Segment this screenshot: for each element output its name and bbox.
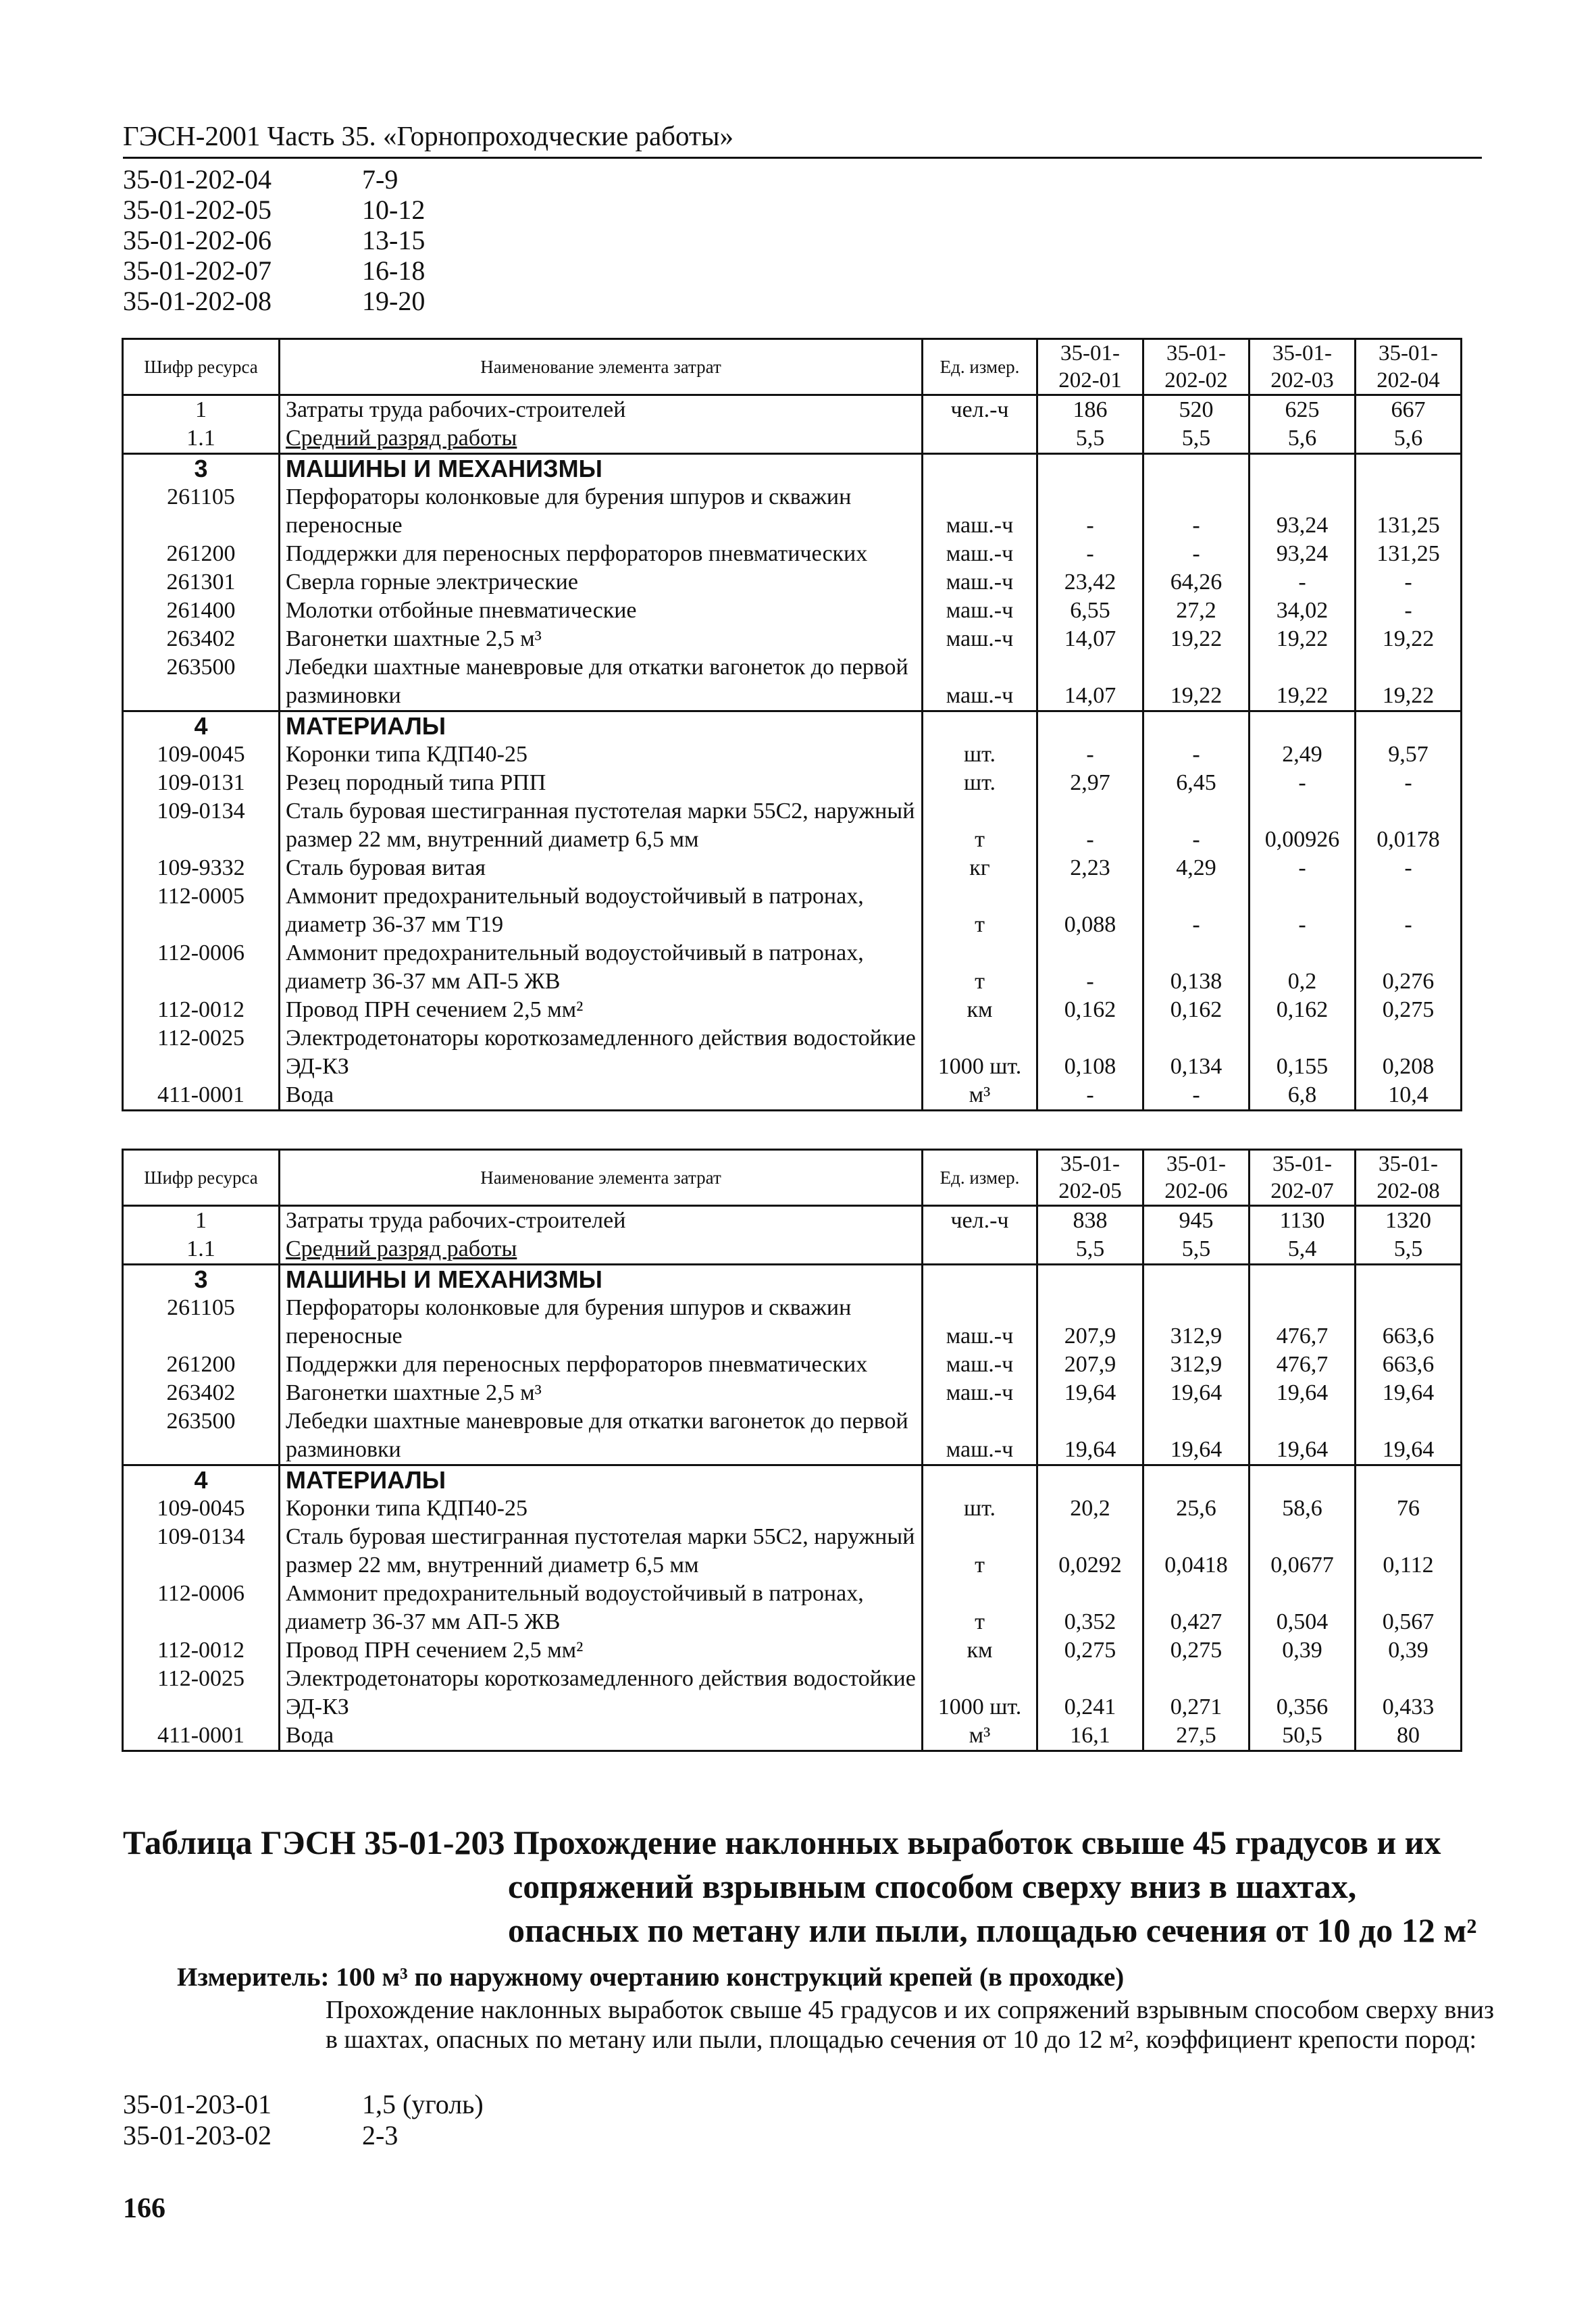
value-cell: 0,356 — [1250, 1665, 1356, 1721]
table-row — [123, 625, 1462, 653]
page-number: 166 — [123, 2193, 165, 2224]
unit-cell: 1000 шт. — [923, 1665, 1037, 1721]
value-cell: 0,276 — [1356, 939, 1462, 996]
table-title — [123, 1821, 1494, 1953]
value-cell: 312,9 — [1143, 1351, 1250, 1379]
value-cell: 663,6 — [1356, 1351, 1462, 1379]
value-cell: 14,07 — [1037, 653, 1143, 711]
resource-code-cell: 109-0131 — [123, 769, 280, 797]
value-cell: 5,5 — [1143, 424, 1250, 454]
value-cell: 80 — [1356, 1721, 1462, 1751]
resource-name-cell: Аммонит предохранительный водоустойчивый в патронах, диаметр 36-37 мм АП-5 ЖВ — [280, 1580, 923, 1636]
resource-name-cell: Электродетонаторы короткозамедленного действия водостойкие ЭД-КЗ — [280, 1665, 923, 1721]
unit-cell: т — [923, 1523, 1037, 1580]
value-cell — [1037, 711, 1143, 741]
unit-cell: маш.-ч — [923, 540, 1037, 568]
resource-name-cell: МАШИНЫ И МЕХАНИЗМЫ — [280, 454, 923, 484]
value-cell: 23,42 — [1037, 568, 1143, 597]
table-row — [123, 1294, 1462, 1351]
value-cell: 9,57 — [1356, 740, 1462, 769]
header-norm-code: 35-01-202-07 — [1250, 1150, 1356, 1206]
value-cell — [1143, 454, 1250, 484]
value-cell: 312,9 — [1143, 1294, 1250, 1351]
header-resource-code: Шифр ресурса — [123, 1150, 280, 1206]
resource-table-1 — [122, 338, 1462, 1111]
value-cell: 0,134 — [1143, 1024, 1250, 1081]
header-norm-code: 35-01-202-08 — [1356, 1150, 1462, 1206]
table-row — [123, 1235, 1462, 1265]
section-row — [123, 711, 1462, 741]
resource-code-cell: 112-0025 — [123, 1024, 280, 1081]
resource-code-cell: 263402 — [123, 1379, 280, 1407]
section-row — [123, 454, 1462, 484]
value-cell: - — [1250, 568, 1356, 597]
table-row — [123, 424, 1462, 454]
value-cell: - — [1037, 797, 1143, 854]
unit-cell: т — [923, 1580, 1037, 1636]
value-cell: - — [1356, 854, 1462, 882]
resource-name-cell: Электродетонаторы короткозамедленного действия водостойкие ЭД-КЗ — [280, 1024, 923, 1081]
value-cell: 0,155 — [1250, 1024, 1356, 1081]
value-cell: 16,1 — [1037, 1721, 1143, 1751]
resource-code-cell: 1 — [123, 1206, 280, 1236]
table-row — [123, 1721, 1462, 1751]
table-row — [123, 1407, 1462, 1465]
value-cell: 19,64 — [1143, 1407, 1250, 1465]
value-cell: 838 — [1037, 1206, 1143, 1236]
resource-code-cell: 4 — [123, 1465, 280, 1495]
value-cell: 0,567 — [1356, 1580, 1462, 1636]
value-cell: 0,112 — [1356, 1523, 1462, 1580]
value-cell — [1250, 1465, 1356, 1495]
value-cell — [1143, 1465, 1250, 1495]
unit-cell: шт. — [923, 769, 1037, 797]
value-cell: 0,275 — [1356, 996, 1462, 1024]
value-cell: 20,2 — [1037, 1494, 1143, 1523]
value-cell: 131,25 — [1356, 483, 1462, 540]
resource-name-cell: Затраты труда рабочих-строителей — [280, 395, 923, 425]
value-cell: 0,241 — [1037, 1665, 1143, 1721]
unit-cell: маш.-ч — [923, 568, 1037, 597]
unit-cell: чел.-ч — [923, 1206, 1037, 1236]
table-row — [123, 1636, 1462, 1665]
resource-name-cell: МАШИНЫ И МЕХАНИЗМЫ — [280, 1265, 923, 1294]
resource-name-cell: Вода — [280, 1721, 923, 1751]
table-row — [123, 653, 1462, 711]
unit-cell: км — [923, 996, 1037, 1024]
value-cell: 0,0677 — [1250, 1523, 1356, 1580]
value-cell: 10,4 — [1356, 1081, 1462, 1111]
table-title-line-1: Таблица ГЭСН 35-01-203 Прохождение наклонных выработок свыше 45 градусов и их — [123, 1823, 1441, 1861]
resource-code-cell: 261400 — [123, 597, 280, 625]
header-unit: Ед. измер. — [923, 1150, 1037, 1206]
value-cell: 19,22 — [1250, 653, 1356, 711]
value-cell: - — [1250, 854, 1356, 882]
value-cell: 0,00926 — [1250, 797, 1356, 854]
resource-code-cell: 1.1 — [123, 424, 280, 454]
resource-code-cell: 3 — [123, 454, 280, 484]
value-cell — [1250, 711, 1356, 741]
resource-code-cell: 261200 — [123, 540, 280, 568]
resource-code-cell: 261200 — [123, 1351, 280, 1379]
value-cell: - — [1143, 882, 1250, 939]
unit-cell: м³ — [923, 1081, 1037, 1111]
resource-code-cell: 109-0045 — [123, 740, 280, 769]
value-cell: 19,64 — [1037, 1379, 1143, 1407]
value-cell: 0,0292 — [1037, 1523, 1143, 1580]
measure-unit: Измеритель: 100 м³ по наружному очертанию конструкций крепей (в проходке) — [177, 1963, 1125, 1992]
resource-code-cell: 109-9332 — [123, 854, 280, 882]
resource-code-cell: 1.1 — [123, 1235, 280, 1265]
resource-code-cell: 112-0005 — [123, 882, 280, 939]
value-cell: 93,24 — [1250, 540, 1356, 568]
resource-name-cell: Средний разряд работы — [280, 424, 923, 454]
header-norm-code: 35-01-202-02 — [1143, 339, 1250, 395]
value-cell: 0,504 — [1250, 1580, 1356, 1636]
running-header: ГЭСН-2001 Часть 35. «Горнопроходческие работы» — [123, 119, 1482, 159]
value-cell: 0,138 — [1143, 939, 1250, 996]
value-cell: 25,6 — [1143, 1494, 1250, 1523]
table-row — [123, 597, 1462, 625]
value-cell — [1356, 1265, 1462, 1294]
value-cell: 5,5 — [1037, 1235, 1143, 1265]
value-cell: 0,2 — [1250, 939, 1356, 996]
table-row — [123, 1024, 1462, 1081]
resource-name-cell: Коронки типа КДП40-25 — [280, 1494, 923, 1523]
value-cell: - — [1143, 540, 1250, 568]
value-cell: 6,8 — [1250, 1081, 1356, 1111]
resource-name-cell: Вагонетки шахтные 2,5 м³ — [280, 625, 923, 653]
value-cell: 0,275 — [1037, 1636, 1143, 1665]
resource-code-cell: 261105 — [123, 483, 280, 540]
resource-code-cell: 263402 — [123, 625, 280, 653]
resource-code-cell: 112-0006 — [123, 1580, 280, 1636]
resource-code-cell: 109-0134 — [123, 797, 280, 854]
value-cell: 0,208 — [1356, 1024, 1462, 1081]
value-cell: - — [1143, 483, 1250, 540]
header-norm-code: 35-01-202-06 — [1143, 1150, 1250, 1206]
value-cell: 50,5 — [1250, 1721, 1356, 1751]
value-cell: 1320 — [1356, 1206, 1462, 1236]
value-cell — [1250, 1265, 1356, 1294]
header-resource-code: Шифр ресурса — [123, 339, 280, 395]
table-row — [123, 996, 1462, 1024]
resource-code-cell: 411-0001 — [123, 1081, 280, 1111]
table-row — [123, 797, 1462, 854]
value-cell: 19,22 — [1250, 625, 1356, 653]
resource-name-cell: Сверла горные электрические — [280, 568, 923, 597]
unit-cell: т — [923, 882, 1037, 939]
header-norm-code: 35-01-202-01 — [1037, 339, 1143, 395]
unit-cell: чел.-ч — [923, 395, 1037, 425]
value-cell: 0,162 — [1037, 996, 1143, 1024]
value-cell — [1356, 711, 1462, 741]
resource-code-cell: 263500 — [123, 1407, 280, 1465]
value-cell: - — [1037, 540, 1143, 568]
table-row — [123, 1523, 1462, 1580]
unit-cell — [923, 454, 1037, 484]
value-cell: 64,26 — [1143, 568, 1250, 597]
value-cell: 0,275 — [1143, 1636, 1250, 1665]
unit-cell — [923, 424, 1037, 454]
value-cell: 14,07 — [1037, 625, 1143, 653]
value-cell: - — [1356, 882, 1462, 939]
value-cell — [1037, 1265, 1143, 1294]
unit-cell: маш.-ч — [923, 1379, 1037, 1407]
value-cell: 5,6 — [1356, 424, 1462, 454]
resource-name-cell: Молотки отбойные пневматические — [280, 597, 923, 625]
unit-cell: маш.-ч — [923, 483, 1037, 540]
resource-code-cell: 109-0045 — [123, 1494, 280, 1523]
value-cell — [1356, 454, 1462, 484]
value-cell: - — [1356, 769, 1462, 797]
unit-cell: маш.-ч — [923, 653, 1037, 711]
resource-code-cell: 1 — [123, 395, 280, 425]
table-row — [123, 854, 1462, 882]
value-cell: 19,22 — [1356, 625, 1462, 653]
resource-code-cell: 112-0012 — [123, 1636, 280, 1665]
value-cell: 6,55 — [1037, 597, 1143, 625]
resource-name-cell: Перфораторы колонковые для бурения шпуров и скважин переносные — [280, 1294, 923, 1351]
resource-code-cell: 411-0001 — [123, 1721, 280, 1751]
value-cell: 0,108 — [1037, 1024, 1143, 1081]
resource-name-cell: Аммонит предохранительный водоустойчивый в патронах, диаметр 36-37 мм Т19 — [280, 882, 923, 939]
table-row — [123, 540, 1462, 568]
value-cell: 0,39 — [1250, 1636, 1356, 1665]
resource-name-cell: Коронки типа КДП40-25 — [280, 740, 923, 769]
value-cell — [1143, 711, 1250, 741]
value-cell: - — [1143, 1081, 1250, 1111]
value-cell: 93,24 — [1250, 483, 1356, 540]
value-cell: 663,6 — [1356, 1294, 1462, 1351]
value-cell — [1037, 1465, 1143, 1495]
value-cell: 1130 — [1250, 1206, 1356, 1236]
resource-name-cell: Затраты труда рабочих-строителей — [280, 1206, 923, 1236]
value-cell: 19,22 — [1143, 625, 1250, 653]
value-cell: - — [1250, 769, 1356, 797]
resource-name-cell: МАТЕРИАЛЫ — [280, 1465, 923, 1495]
value-cell: 207,9 — [1037, 1294, 1143, 1351]
table-row — [123, 1580, 1462, 1636]
value-cell: 19,64 — [1250, 1407, 1356, 1465]
value-cell — [1250, 454, 1356, 484]
unit-cell: т — [923, 797, 1037, 854]
value-cell: 667 — [1356, 395, 1462, 425]
table-row — [123, 1351, 1462, 1379]
section-row — [123, 1265, 1462, 1294]
value-cell: 0,427 — [1143, 1580, 1250, 1636]
resource-name-cell: Поддержки для переносных перфораторов пневматических — [280, 1351, 923, 1379]
value-cell: - — [1250, 882, 1356, 939]
resource-name-cell: Поддержки для переносных перфораторов пневматических — [280, 540, 923, 568]
unit-cell: шт. — [923, 740, 1037, 769]
value-cell: 2,49 — [1250, 740, 1356, 769]
value-cell: 0,352 — [1037, 1580, 1143, 1636]
value-cell: 5,5 — [1356, 1235, 1462, 1265]
resource-code-cell: 261301 — [123, 568, 280, 597]
value-cell: 4,29 — [1143, 854, 1250, 882]
value-cell: 34,02 — [1250, 597, 1356, 625]
value-cell: 58,6 — [1250, 1494, 1356, 1523]
resource-name-cell: Сталь буровая шестигранная пустотелая марки 55С2, наружный размер 22 мм, внутренний диаметр 6,5 мм — [280, 1523, 923, 1580]
resource-name-cell: Резец породный типа РПП — [280, 769, 923, 797]
header-unit: Ед. измер. — [923, 339, 1037, 395]
header-cost-element-name: Наименование элемента затрат — [280, 339, 923, 395]
value-cell: 19,22 — [1356, 653, 1462, 711]
unit-cell — [923, 1465, 1037, 1495]
value-cell: 625 — [1250, 395, 1356, 425]
value-cell — [1037, 454, 1143, 484]
resource-name-cell: Перфораторы колонковые для бурения шпуров и скважин переносные — [280, 483, 923, 540]
unit-cell: маш.-ч — [923, 625, 1037, 653]
value-cell: - — [1037, 939, 1143, 996]
resource-name-cell: Вода — [280, 1081, 923, 1111]
resource-code-cell: 112-0025 — [123, 1665, 280, 1721]
value-cell: 19,64 — [1356, 1379, 1462, 1407]
table-row — [123, 1206, 1462, 1236]
value-cell: 0,39 — [1356, 1636, 1462, 1665]
table-row — [123, 483, 1462, 540]
value-cell: - — [1037, 740, 1143, 769]
unit-cell: кг — [923, 854, 1037, 882]
section-row — [123, 1465, 1462, 1495]
value-cell: - — [1143, 797, 1250, 854]
resource-name-cell: Вагонетки шахтные 2,5 м³ — [280, 1379, 923, 1407]
resource-name-cell: Лебедки шахтные маневровые для откатки вагонеток до первой разминовки — [280, 1407, 923, 1465]
value-cell: 5,4 — [1250, 1235, 1356, 1265]
resource-name-cell: Сталь буровая витая — [280, 854, 923, 882]
value-cell: 0,0418 — [1143, 1523, 1250, 1580]
value-cell: 0,0178 — [1356, 797, 1462, 854]
table-row — [123, 939, 1462, 996]
unit-cell: маш.-ч — [923, 1407, 1037, 1465]
header-cost-element-name: Наименование элемента затрат — [280, 1150, 923, 1206]
value-cell: - — [1037, 483, 1143, 540]
value-cell: 945 — [1143, 1206, 1250, 1236]
value-cell: 27,5 — [1143, 1721, 1250, 1751]
value-cell: 0,271 — [1143, 1665, 1250, 1721]
resource-code-cell: 109-0134 — [123, 1523, 280, 1580]
unit-cell: маш.-ч — [923, 1294, 1037, 1351]
resource-code-cell: 112-0012 — [123, 996, 280, 1024]
table-row — [123, 1379, 1462, 1407]
unit-cell: м³ — [923, 1721, 1037, 1751]
resource-name-cell: Аммонит предохранительный водоустойчивый в патронах, диаметр 36-37 мм АП-5 ЖВ — [280, 939, 923, 996]
table-row — [123, 395, 1462, 425]
value-cell: 207,9 — [1037, 1351, 1143, 1379]
resource-code-cell: 4 — [123, 711, 280, 741]
resource-code-cell: 3 — [123, 1265, 280, 1294]
value-cell: 2,23 — [1037, 854, 1143, 882]
resource-name-cell: Сталь буровая шестигранная пустотелая марки 55С2, наружный размер 22 мм, внутренний диаметр 6,5 мм — [280, 797, 923, 854]
unit-cell: т — [923, 939, 1037, 996]
value-cell: - — [1356, 568, 1462, 597]
table-title-line-2: сопряжений взрывным способом сверху вниз в шахтах, опасных по метану или пыли, площадью сечения от 10 до 12 м² — [508, 1867, 1477, 1949]
value-cell: 520 — [1143, 395, 1250, 425]
table-row — [123, 769, 1462, 797]
resource-name-cell: Средний разряд работы — [280, 1235, 923, 1265]
resource-code-cell: 263500 — [123, 653, 280, 711]
value-cell: 19,64 — [1356, 1407, 1462, 1465]
value-cell: 131,25 — [1356, 540, 1462, 568]
value-cell: 19,22 — [1143, 653, 1250, 711]
value-cell: 476,7 — [1250, 1351, 1356, 1379]
value-cell: 19,64 — [1143, 1379, 1250, 1407]
header-norm-code: 35-01-202-04 — [1356, 339, 1462, 395]
unit-cell: км — [923, 1636, 1037, 1665]
value-cell: 19,64 — [1037, 1407, 1143, 1465]
value-cell: 186 — [1037, 395, 1143, 425]
table-row — [123, 568, 1462, 597]
unit-cell — [923, 1265, 1037, 1294]
table-row — [123, 1665, 1462, 1721]
resource-name-cell: МАТЕРИАЛЫ — [280, 711, 923, 741]
resource-code-cell: 261105 — [123, 1294, 280, 1351]
table-row — [123, 1081, 1462, 1111]
work-description: Прохождение наклонных выработок свыше 45 градусов и их сопряжений взрывным способом сверху вниз в шахтах, опасных по метану или пыли, площадью сечения от 10 до 12 м², коэффициент крепости пород: — [326, 1996, 1494, 2054]
unit-cell: маш.-ч — [923, 1351, 1037, 1379]
value-cell: 2,97 — [1037, 769, 1143, 797]
value-cell — [1356, 1465, 1462, 1495]
table-row — [123, 740, 1462, 769]
value-cell: 76 — [1356, 1494, 1462, 1523]
value-cell: 0,433 — [1356, 1665, 1462, 1721]
table-row — [123, 882, 1462, 939]
resource-table-2 — [122, 1149, 1462, 1752]
value-cell: 5,5 — [1143, 1235, 1250, 1265]
value-cell: 0,088 — [1037, 882, 1143, 939]
resource-name-cell: Провод ПРН сечением 2,5 мм² — [280, 1636, 923, 1665]
resource-name-cell: Провод ПРН сечением 2,5 мм² — [280, 996, 923, 1024]
value-cell: 5,6 — [1250, 424, 1356, 454]
value-cell: 27,2 — [1143, 597, 1250, 625]
value-cell: 0,162 — [1143, 996, 1250, 1024]
value-cell: - — [1037, 1081, 1143, 1111]
unit-cell: 1000 шт. — [923, 1024, 1037, 1081]
value-cell: 476,7 — [1250, 1294, 1356, 1351]
unit-cell — [923, 711, 1037, 741]
table-row — [123, 1494, 1462, 1523]
value-cell — [1143, 1265, 1250, 1294]
header-norm-code: 35-01-202-05 — [1037, 1150, 1143, 1206]
header-norm-code: 35-01-202-03 — [1250, 339, 1356, 395]
resource-code-cell: 112-0006 — [123, 939, 280, 996]
value-cell: 0,162 — [1250, 996, 1356, 1024]
value-cell: 19,64 — [1250, 1379, 1356, 1407]
value-cell: 6,45 — [1143, 769, 1250, 797]
value-cell: - — [1356, 597, 1462, 625]
resource-name-cell: Лебедки шахтные маневровые для откатки вагонеток до первой разминовки — [280, 653, 923, 711]
unit-cell: маш.-ч — [923, 597, 1037, 625]
unit-cell: шт. — [923, 1494, 1037, 1523]
value-cell: 5,5 — [1037, 424, 1143, 454]
unit-cell — [923, 1235, 1037, 1265]
value-cell: - — [1143, 740, 1250, 769]
